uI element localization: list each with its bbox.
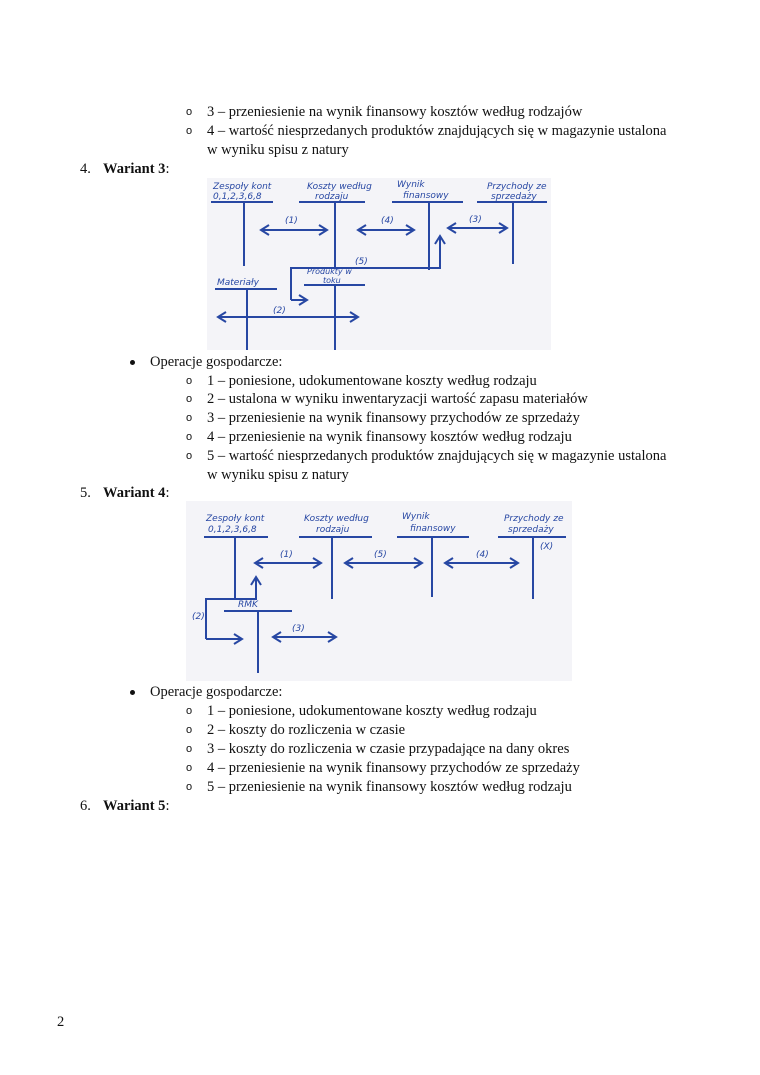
label-zespoly: Zespoły kont: [213, 182, 272, 192]
bullet-o: o: [186, 412, 193, 424]
bullet-o: o: [186, 781, 193, 793]
wariant3-op-5: 5 – wartość niesprzedanych produktów znajdujących się w magazynie ustalona: [207, 448, 667, 464]
label-produkty: Produkty w: [307, 267, 352, 276]
wariant4-op-5: 5 – przeniesienie na wynik finansowy kosztów według rodzaju: [207, 779, 572, 795]
wariant3-diagram: [207, 178, 551, 350]
top-list-item-1: 3 – przeniesienie na wynik finansowy kosztów według rodzajów: [207, 104, 583, 120]
wariant3-op-5-cont: w wyniku spisu z natury: [207, 467, 349, 483]
label-przychody: Przychody ze: [487, 182, 547, 192]
label-zespoly-num: 0,1,2,3,6,8: [208, 525, 257, 535]
label-przychody-2: sprzedaży: [491, 192, 537, 202]
t-account-rmk: [224, 611, 292, 673]
wariant4-number: 5.: [80, 485, 91, 501]
bullet-o: o: [186, 431, 193, 443]
wariant3-heading: Wariant 3:: [103, 161, 170, 177]
arrow-label-5: (5): [355, 257, 368, 267]
arrow-label-4: (4): [381, 216, 394, 226]
wariant4-op-1: 1 – poniesione, udokumentowane koszty według rodzaju: [207, 703, 537, 719]
t-account-materialy: [215, 289, 277, 350]
label-koszty-2: rodzaju: [315, 192, 349, 202]
label-koszty: Koszty według: [307, 182, 372, 192]
wariant4-op-3: 3 – koszty do rozliczenia w czasie przypadające na dany okres: [207, 741, 570, 757]
wariant5-number: 6.: [80, 798, 91, 814]
arrow-label-x: (X): [540, 542, 554, 552]
top-list-item-2: 4 – wartość niesprzedanych produktów znajdujących się w magazynie ustalona: [207, 123, 667, 139]
bullet-dot: [130, 690, 135, 695]
bullet-o: o: [186, 393, 193, 405]
label-koszty: Koszty według: [304, 514, 369, 524]
bullet-o: o: [186, 106, 193, 118]
t-account-wynik: [397, 537, 469, 597]
t-account-wynik: [392, 202, 463, 270]
t-account-przychody: [498, 537, 566, 599]
label-wynik-2: finansowy: [410, 524, 456, 534]
label-przychody-2: sprzedaży: [508, 525, 554, 535]
bullet-o: o: [186, 743, 193, 755]
wariant4-heading: Wariant 4:: [103, 485, 170, 501]
top-list-item-2-cont: w wyniku spisu z natury: [207, 142, 349, 158]
bullet-o: o: [186, 724, 193, 736]
page-number: 2: [57, 1014, 65, 1030]
label-produkty-2: toku: [323, 276, 341, 285]
bullet-o: o: [186, 762, 193, 774]
arrow-label-2: (2): [192, 612, 205, 622]
bullet-o: o: [186, 450, 193, 462]
wariant3-op-1: 1 – poniesione, udokumentowane koszty według rodzaju: [207, 373, 537, 389]
arrow-label-3: (3): [469, 215, 482, 225]
t-account-koszty: [299, 537, 372, 599]
wariant3-number: 4.: [80, 161, 91, 177]
arrow-label-5: (5): [374, 550, 387, 560]
label-wynik: Wynik: [402, 512, 430, 522]
t-account-zespoly: [211, 202, 273, 266]
wariant3-op-4: 4 – przeniesienie na wynik finansowy kosztów według rodzaju: [207, 429, 572, 445]
label-koszty-2: rodzaju: [316, 525, 350, 535]
wariant4-op-4: 4 – przeniesienie na wynik finansowy przychodów ze sprzedaży: [207, 760, 580, 776]
t-account-przychody: [477, 202, 547, 264]
label-materialy: Materiały: [217, 278, 259, 288]
arrow-label-4: (4): [476, 550, 489, 560]
label-wynik-2: finansowy: [403, 191, 449, 201]
label-przychody: Przychody ze: [504, 514, 564, 524]
bullet-dot: [130, 360, 135, 365]
label-zespoly: Zespoły kont: [206, 514, 265, 524]
arrow-label-2: (2): [273, 306, 286, 316]
t-account-zespoly: [204, 537, 268, 599]
wariant4-op-2: 2 – koszty do rozliczenia w czasie: [207, 722, 406, 738]
bullet-o: o: [186, 705, 193, 717]
wariant3-op-3: 3 – przeniesienie na wynik finansowy przychodów ze sprzedaży: [207, 410, 580, 426]
label-rmk: RMK: [238, 600, 258, 610]
label-wynik: Wynik: [397, 180, 425, 190]
bullet-o: o: [186, 125, 193, 137]
wariant3-op-2: 2 – ustalona w wyniku inwentaryzacji wartość zapasu materiałów: [207, 391, 588, 407]
arrow-label-1: (1): [285, 216, 298, 226]
label-zespoly-num: 0,1,2,3,6,8: [213, 192, 262, 202]
wariant4-diagram: [186, 501, 572, 681]
bullet-o: o: [186, 375, 193, 387]
arrow-label-3: (3): [292, 624, 305, 634]
wariant3-ops-label: Operacje gospodarcze:: [150, 354, 283, 370]
wariant5-heading: Wariant 5:: [103, 798, 170, 814]
arrow-label-1: (1): [280, 550, 293, 560]
wariant4-ops-label: Operacje gospodarcze:: [150, 684, 283, 700]
